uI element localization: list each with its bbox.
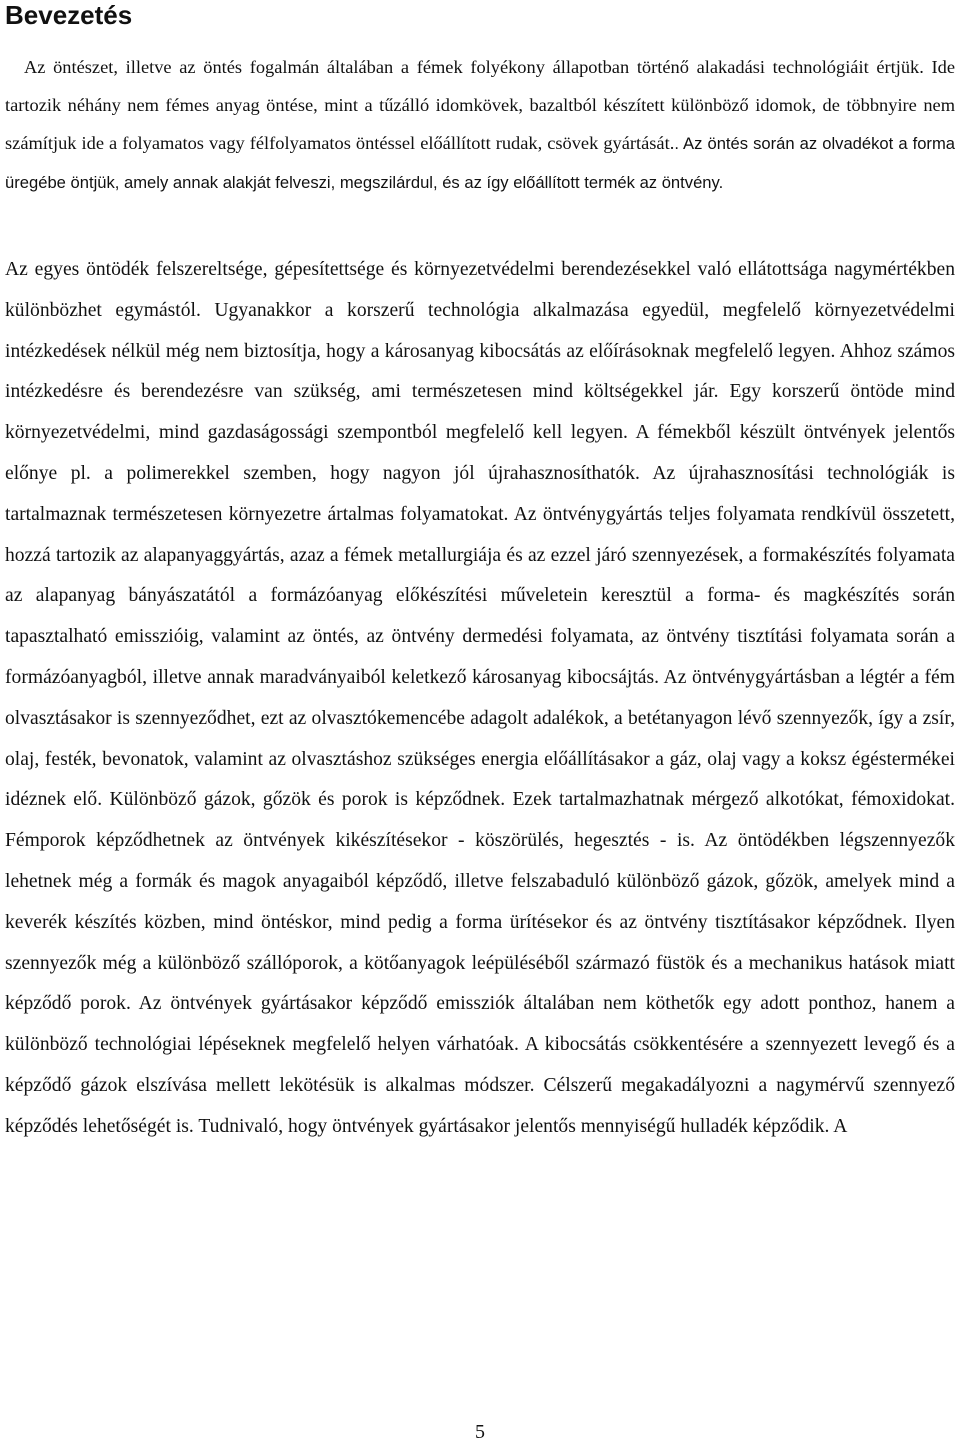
intro-paragraph-continuation: . Az öntés során az olvadékot a forma üregébe öntjük, amely annak alakját felveszi, megszilárdul, és az így előállított termék az öntvény. — [5, 134, 956, 192]
body-paragraph: Az egyes öntödék felszereltsége, gépesítettsége és környezetvédelmi berendezésekkel való ellátottsága nagymértékben különbözhet egymástól. Ugyanakkor a korszerű technológia alkalmazása egyedül, megfelelő környezetvédelmi intézkedések nélkül még nem biztosítja, hogy a károsanyag kibocsátás az előírásoknak megfelelő legyen. Ahhoz számos intézkedésre és berendezésre van szükség, ami természetesen mind költségekkel jár. Egy korszerű öntöde mind környezetvédelmi, mind gazdaságossági szempontból megfelelő kell legyen. A fémekből készült öntvények jelentős előnye pl. a polimerekkel szemben, hogy nagyon jól újrahasznosíthatók. Az újrahasznosítási technológiák is tartalmaznak természetesen környezetre ártalmas folyamatokat. Az öntvénygyártás teljes folyamata rendkívül összetett, hozzá tartozik az alapanyaggyártás, azaz a fémek metallurgiája és az ezzel járó szennyezések, a formakészítés folyamata az alapanyag bányászatától a formázóanyag előkészítési műveletein keresztül a forma- és magkészítés során tapasztalható emisszióig, valamint az öntés, az öntvény dermedési folyamata, az öntvény tisztítási folyamata során a formázóanyagból, illetve annak maradványaiból keletkező károsanyag kibocsájtás. Az öntvénygyártásban a légtér a fém olvasztásakor is szennyeződhet, ezt az olvasztókemencébe adagolt adalékok, a betétanyagon lévő szennyezők, így a zsír, olaj, festék, bevonatok, valamint az olvasztáshoz szükséges energia előállításakor a gáz, olaj vagy a koksz égéstermékei idéznek elő. Különböző gázok, gőzök és porok is képződnek. Ezek tartalmazhatnak mérgező alkotókat, fémoxidokat. Fémporok képződhetnek az öntvények kikészítésekor - köszörülés, hegesztés - is. Az öntödékben légszennyezők lehetnek még a formák és magok anyagaiból képződő, illetve felszabaduló különböző gázok, gőzök, amelyek mind a keverék készítés közben, mind öntéskor, mind pedig a forma ürítésekor és az öntvény tisztításakor képződnek. Ilyen szennyezők még a különböző szállóporok, a kötőanyagok leépüléséből származó füstök és a mechanikus hatások miatt képződő porok. Az öntvények gyártásakor képződő emissziók általában nem köthetők egy adott ponthoz, hanem a különböző technológiai lépéseknek megfelelő helyen várhatóak. A kibocsátás csökkentésére a szennyezett levegő és a képződő gázok elszívása mellett lekötésük is alkalmas módszer. Célszerű megakadályozni a nagymérvű szennyező képződés lehetőségét is. Tudnivaló, hogy öntvények gyártásakor jelentős mennyiségű hulladék képződik. A — [5, 259, 955, 1137]
intro-paragraph-text: Az öntészet, illetve az öntés fogalmán általában a fémek folyékony állapotban történő alakadási technológiáit értjük. Ide tartozik néhány nem fémes anyag öntése, mint a tűzálló idomkövek, bazaltból készített különböző idomok, de többnyire nem számítjuk ide a folyamatos vagy félfolyamatos öntéssel előállított rudak, csövek gyártását. — [5, 57, 955, 153]
intro-paragraph — [5, 48, 955, 202]
page-number: 5 — [475, 1421, 485, 1443]
page-heading: Bevezetés — [5, 0, 133, 30]
